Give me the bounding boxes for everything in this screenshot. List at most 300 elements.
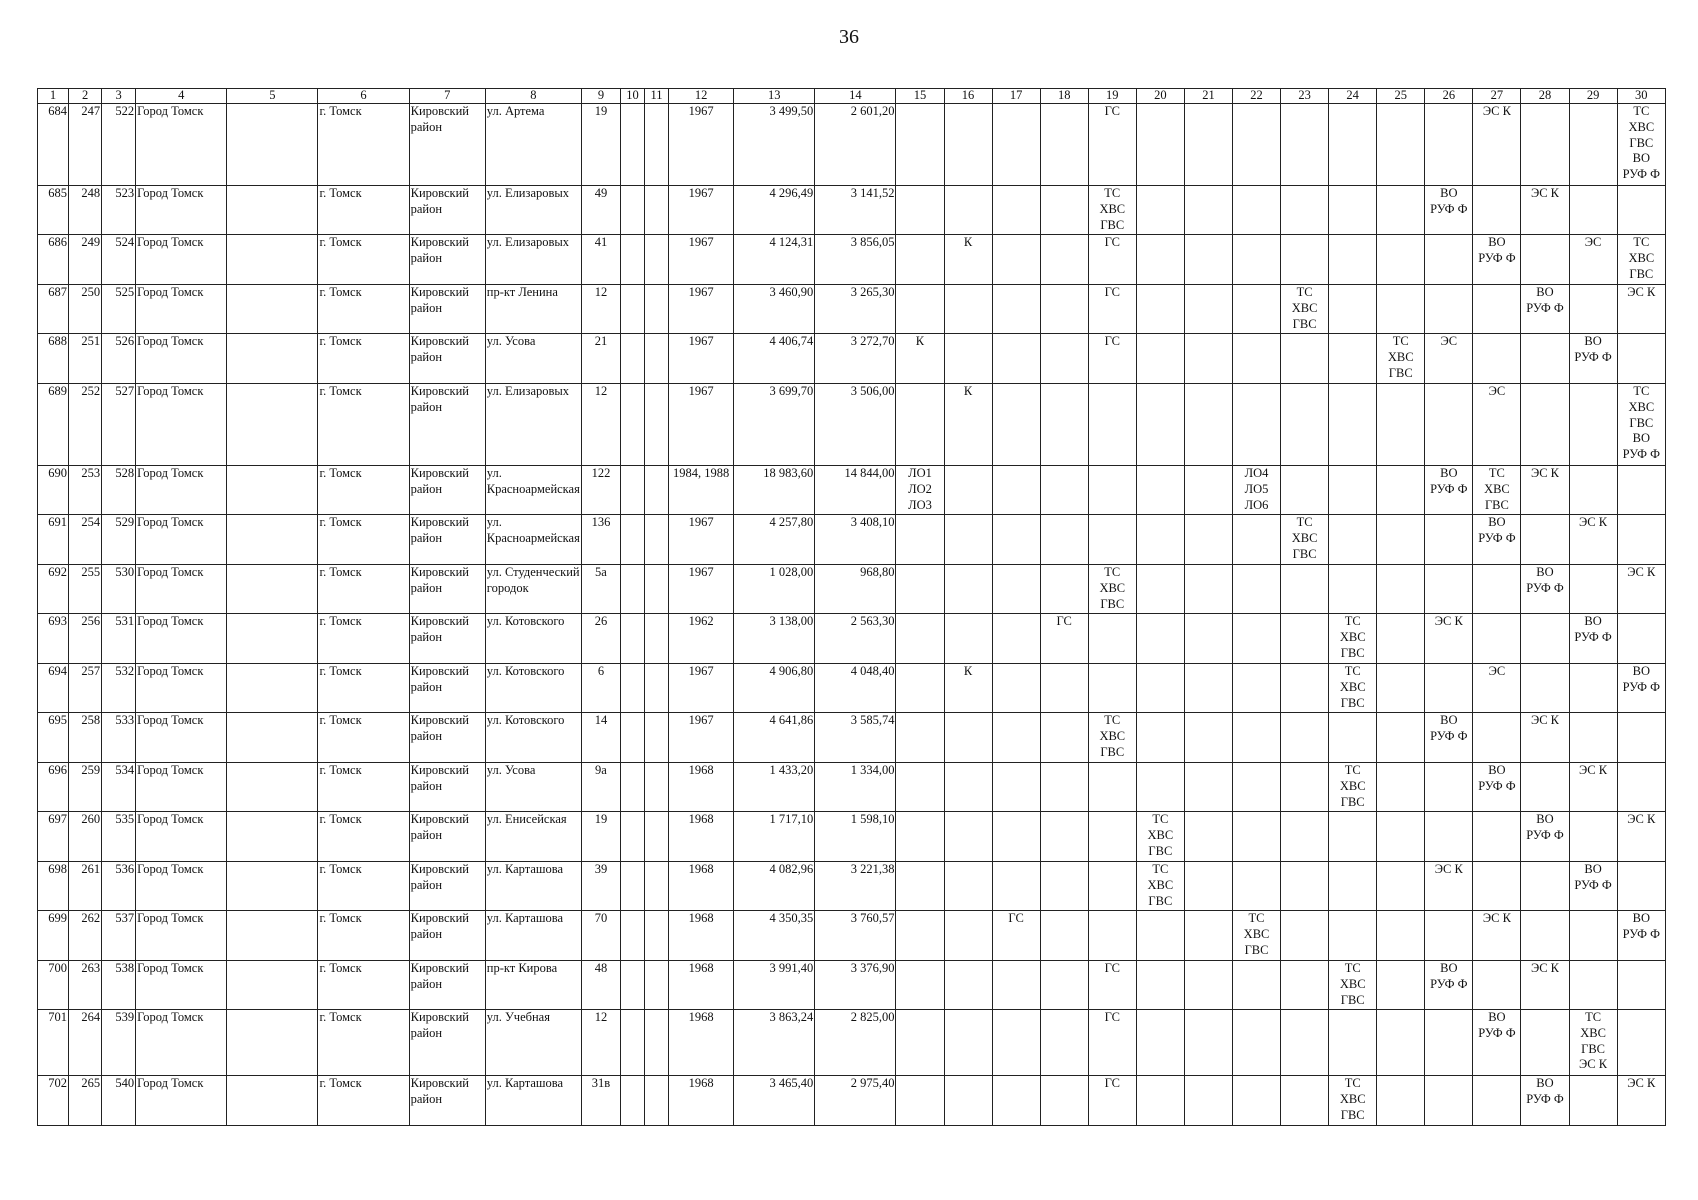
- cell-col-11: [645, 862, 669, 911]
- cell-col-6: г. Томск: [318, 614, 409, 664]
- cell-col-12: 1968: [669, 862, 734, 911]
- cell-col-17: [992, 384, 1040, 466]
- column-header-22: 22: [1232, 89, 1280, 104]
- cell-col-28: [1521, 1010, 1569, 1076]
- cell-col-4: Город Томск: [136, 1010, 227, 1076]
- cell-col-15: ЛО1 ЛО2 ЛО3: [896, 466, 944, 515]
- cell-col-9: 31в: [581, 1076, 620, 1126]
- cell-col-19: ГС: [1088, 334, 1136, 384]
- cell-col-6: г. Томск: [318, 812, 409, 862]
- cell-col-13: 4 906,80: [734, 664, 815, 713]
- cell-col-18: [1040, 1010, 1088, 1076]
- cell-col-12: 1968: [669, 1010, 734, 1076]
- cell-col-4: Город Томск: [136, 235, 227, 285]
- cell-col-11: [645, 515, 669, 565]
- cell-col-30: [1617, 614, 1665, 664]
- cell-col-6: г. Томск: [318, 911, 409, 961]
- cell-col-17: [992, 862, 1040, 911]
- cell-col-4: Город Томск: [136, 466, 227, 515]
- cell-col-28: [1521, 384, 1569, 466]
- cell-col-13: 4 406,74: [734, 334, 815, 384]
- cell-col-10: [620, 664, 644, 713]
- column-header-27: 27: [1473, 89, 1521, 104]
- cell-col-12: 1968: [669, 763, 734, 812]
- cell-col-24: [1329, 565, 1377, 614]
- table-row: [38, 384, 1666, 466]
- cell-col-23: [1281, 384, 1329, 466]
- cell-col-8: ул. Котовского: [485, 614, 581, 664]
- cell-col-13: 4 124,31: [734, 235, 815, 285]
- cell-col-26: [1425, 1010, 1473, 1076]
- cell-col-23: [1281, 565, 1329, 614]
- cell-col-23: [1281, 104, 1329, 186]
- cell-col-12: 1968: [669, 961, 734, 1010]
- cell-col-9: 26: [581, 614, 620, 664]
- cell-col-5: [227, 1076, 318, 1126]
- cell-col-19: [1088, 384, 1136, 466]
- cell-col-11: [645, 285, 669, 334]
- cell-col-9: 136: [581, 515, 620, 565]
- cell-col-27: ЭС: [1473, 664, 1521, 713]
- cell-col-16: К: [944, 235, 992, 285]
- cell-col-10: [620, 961, 644, 1010]
- cell-col-23: ТС ХВС ГВС: [1281, 515, 1329, 565]
- cell-col-27: ЭС К: [1473, 104, 1521, 186]
- cell-col-15: [896, 565, 944, 614]
- cell-col-8: ул. Елизаровых: [485, 186, 581, 235]
- column-header-16: 16: [944, 89, 992, 104]
- cell-col-28: [1521, 235, 1569, 285]
- table-row: [38, 812, 1666, 862]
- cell-col-15: [896, 862, 944, 911]
- cell-col-1: 697: [38, 812, 69, 862]
- cell-col-17: [992, 186, 1040, 235]
- cell-col-8: ул. Енисейская: [485, 812, 581, 862]
- cell-col-7: Кировский район: [409, 466, 485, 515]
- cell-col-3: 531: [102, 614, 136, 664]
- cell-col-18: [1040, 515, 1088, 565]
- column-header-19: 19: [1088, 89, 1136, 104]
- cell-col-26: [1425, 235, 1473, 285]
- column-header-28: 28: [1521, 89, 1569, 104]
- cell-col-4: Город Томск: [136, 862, 227, 911]
- cell-col-14: 968,80: [815, 565, 896, 614]
- cell-col-15: [896, 812, 944, 862]
- cell-col-26: ЭС: [1425, 334, 1473, 384]
- cell-col-11: [645, 1076, 669, 1126]
- cell-col-24: ТС ХВС ГВС: [1329, 763, 1377, 812]
- cell-col-6: г. Томск: [318, 104, 409, 186]
- cell-col-24: [1329, 186, 1377, 235]
- cell-col-13: 4 350,35: [734, 911, 815, 961]
- cell-col-21: [1184, 1076, 1232, 1126]
- cell-col-23: [1281, 614, 1329, 664]
- cell-col-19: [1088, 664, 1136, 713]
- cell-col-12: 1967: [669, 565, 734, 614]
- cell-col-9: 12: [581, 384, 620, 466]
- cell-col-11: [645, 565, 669, 614]
- cell-col-24: ТС ХВС ГВС: [1329, 961, 1377, 1010]
- cell-col-12: 1968: [669, 812, 734, 862]
- table-row: [38, 565, 1666, 614]
- cell-col-10: [620, 104, 644, 186]
- cell-col-3: 532: [102, 664, 136, 713]
- cell-col-1: 690: [38, 466, 69, 515]
- cell-col-6: г. Томск: [318, 713, 409, 763]
- cell-col-21: [1184, 565, 1232, 614]
- cell-col-9: 9а: [581, 763, 620, 812]
- cell-col-18: ГС: [1040, 614, 1088, 664]
- cell-col-27: [1473, 334, 1521, 384]
- cell-col-29: ЭС: [1569, 235, 1617, 285]
- cell-col-7: Кировский район: [409, 763, 485, 812]
- cell-col-21: [1184, 664, 1232, 713]
- cell-col-23: [1281, 235, 1329, 285]
- cell-col-26: [1425, 664, 1473, 713]
- cell-col-18: [1040, 384, 1088, 466]
- cell-col-22: [1232, 763, 1280, 812]
- cell-col-2: 263: [69, 961, 102, 1010]
- cell-col-20: [1136, 565, 1184, 614]
- cell-col-25: [1377, 466, 1425, 515]
- cell-col-19: ГС: [1088, 1010, 1136, 1076]
- cell-col-16: [944, 104, 992, 186]
- cell-col-8: ул. Карташова: [485, 911, 581, 961]
- cell-col-2: 252: [69, 384, 102, 466]
- cell-col-25: [1377, 1010, 1425, 1076]
- cell-col-13: 3 460,90: [734, 285, 815, 334]
- column-header-3: 3: [102, 89, 136, 104]
- cell-col-19: ГС: [1088, 285, 1136, 334]
- cell-col-19: [1088, 763, 1136, 812]
- table-row: [38, 235, 1666, 285]
- cell-col-14: 3 585,74: [815, 713, 896, 763]
- table-row: [38, 1076, 1666, 1126]
- cell-col-4: Город Томск: [136, 384, 227, 466]
- cell-col-3: 539: [102, 1010, 136, 1076]
- column-header-4: 4: [136, 89, 227, 104]
- cell-col-16: [944, 812, 992, 862]
- cell-col-17: [992, 664, 1040, 713]
- cell-col-3: 534: [102, 763, 136, 812]
- cell-col-4: Город Томск: [136, 515, 227, 565]
- cell-col-5: [227, 713, 318, 763]
- column-header-7: 7: [409, 89, 485, 104]
- cell-col-30: [1617, 1010, 1665, 1076]
- cell-col-16: [944, 862, 992, 911]
- table-body: [38, 104, 1666, 1126]
- cell-col-29: [1569, 961, 1617, 1010]
- cell-col-5: [227, 285, 318, 334]
- cell-col-28: [1521, 763, 1569, 812]
- cell-col-10: [620, 384, 644, 466]
- cell-col-4: Город Томск: [136, 104, 227, 186]
- cell-col-5: [227, 961, 318, 1010]
- table-row: [38, 186, 1666, 235]
- cell-col-3: 525: [102, 285, 136, 334]
- cell-col-1: 693: [38, 614, 69, 664]
- cell-col-14: 3 856,05: [815, 235, 896, 285]
- cell-col-8: ул. Елизаровых: [485, 384, 581, 466]
- column-header-8: 8: [485, 89, 581, 104]
- cell-col-19: ГС: [1088, 961, 1136, 1010]
- cell-col-6: г. Томск: [318, 334, 409, 384]
- column-number-row: [38, 89, 1666, 104]
- cell-col-22: [1232, 862, 1280, 911]
- table-row: [38, 763, 1666, 812]
- cell-col-30: ТС ХВС ГВС ВО РУФ Ф: [1617, 104, 1665, 186]
- cell-col-3: 528: [102, 466, 136, 515]
- cell-col-15: [896, 713, 944, 763]
- cell-col-15: [896, 614, 944, 664]
- cell-col-10: [620, 763, 644, 812]
- cell-col-12: 1967: [669, 235, 734, 285]
- cell-col-16: [944, 334, 992, 384]
- cell-col-8: ул. Усова: [485, 334, 581, 384]
- cell-col-30: [1617, 862, 1665, 911]
- cell-col-20: [1136, 1010, 1184, 1076]
- cell-col-10: [620, 1010, 644, 1076]
- page-number: 36: [839, 26, 859, 48]
- cell-col-1: 696: [38, 763, 69, 812]
- cell-col-7: Кировский район: [409, 614, 485, 664]
- cell-col-28: [1521, 911, 1569, 961]
- cell-col-9: 19: [581, 812, 620, 862]
- column-header-17: 17: [992, 89, 1040, 104]
- cell-col-20: [1136, 664, 1184, 713]
- column-header-25: 25: [1377, 89, 1425, 104]
- cell-col-15: [896, 763, 944, 812]
- cell-col-14: 2 601,20: [815, 104, 896, 186]
- cell-col-21: [1184, 384, 1232, 466]
- cell-col-5: [227, 384, 318, 466]
- cell-col-17: [992, 1010, 1040, 1076]
- cell-col-4: Город Томск: [136, 285, 227, 334]
- cell-col-17: ГС: [992, 911, 1040, 961]
- cell-col-17: [992, 515, 1040, 565]
- cell-col-25: [1377, 515, 1425, 565]
- cell-col-22: [1232, 334, 1280, 384]
- cell-col-19: [1088, 911, 1136, 961]
- cell-col-3: 527: [102, 384, 136, 466]
- cell-col-4: Город Томск: [136, 334, 227, 384]
- cell-col-13: 3 138,00: [734, 614, 815, 664]
- cell-col-20: [1136, 614, 1184, 664]
- column-header-10: 10: [620, 89, 644, 104]
- cell-col-27: [1473, 1076, 1521, 1126]
- cell-col-8: ул. Карташова: [485, 1076, 581, 1126]
- cell-col-20: [1136, 466, 1184, 515]
- cell-col-26: [1425, 812, 1473, 862]
- column-header-26: 26: [1425, 89, 1473, 104]
- cell-col-12: 1968: [669, 911, 734, 961]
- cell-col-22: [1232, 515, 1280, 565]
- cell-col-1: 699: [38, 911, 69, 961]
- cell-col-23: [1281, 466, 1329, 515]
- cell-col-5: [227, 862, 318, 911]
- cell-col-26: ВО РУФ Ф: [1425, 961, 1473, 1010]
- cell-col-8: ул. Студенческий городок: [485, 565, 581, 614]
- cell-col-3: 538: [102, 961, 136, 1010]
- cell-col-10: [620, 862, 644, 911]
- cell-col-10: [620, 186, 644, 235]
- cell-col-22: [1232, 664, 1280, 713]
- cell-col-2: 253: [69, 466, 102, 515]
- cell-col-4: Город Томск: [136, 812, 227, 862]
- cell-col-3: 533: [102, 713, 136, 763]
- cell-col-25: [1377, 285, 1425, 334]
- cell-col-5: [227, 664, 318, 713]
- cell-col-16: [944, 1010, 992, 1076]
- cell-col-2: 250: [69, 285, 102, 334]
- cell-col-8: ул. Елизаровых: [485, 235, 581, 285]
- cell-col-22: [1232, 104, 1280, 186]
- cell-col-24: [1329, 1010, 1377, 1076]
- cell-col-28: [1521, 862, 1569, 911]
- cell-col-16: [944, 763, 992, 812]
- cell-col-8: ул. Усова: [485, 763, 581, 812]
- cell-col-14: 3 221,38: [815, 862, 896, 911]
- cell-col-6: г. Томск: [318, 384, 409, 466]
- cell-col-27: ВО РУФ Ф: [1473, 1010, 1521, 1076]
- cell-col-2: 247: [69, 104, 102, 186]
- cell-col-19: ТС ХВС ГВС: [1088, 565, 1136, 614]
- cell-col-15: [896, 961, 944, 1010]
- cell-col-1: 684: [38, 104, 69, 186]
- cell-col-27: ВО РУФ Ф: [1473, 515, 1521, 565]
- cell-col-14: 3 506,00: [815, 384, 896, 466]
- cell-col-5: [227, 614, 318, 664]
- cell-col-27: ЭС К: [1473, 911, 1521, 961]
- cell-col-23: ТС ХВС ГВС: [1281, 285, 1329, 334]
- cell-col-4: Город Томск: [136, 911, 227, 961]
- cell-col-21: [1184, 812, 1232, 862]
- cell-col-13: 3 499,50: [734, 104, 815, 186]
- cell-col-22: ТС ХВС ГВС: [1232, 911, 1280, 961]
- cell-col-12: 1968: [669, 1076, 734, 1126]
- cell-col-7: Кировский район: [409, 664, 485, 713]
- cell-col-1: 689: [38, 384, 69, 466]
- cell-col-8: ул. Красноармейская: [485, 515, 581, 565]
- cell-col-10: [620, 614, 644, 664]
- cell-col-15: [896, 186, 944, 235]
- cell-col-11: [645, 664, 669, 713]
- cell-col-20: [1136, 334, 1184, 384]
- cell-col-3: 536: [102, 862, 136, 911]
- cell-col-18: [1040, 664, 1088, 713]
- cell-col-14: 3 141,52: [815, 186, 896, 235]
- cell-col-30: [1617, 713, 1665, 763]
- cell-col-19: ГС: [1088, 1076, 1136, 1126]
- cell-col-25: [1377, 763, 1425, 812]
- cell-col-22: [1232, 614, 1280, 664]
- cell-col-20: [1136, 1076, 1184, 1126]
- cell-col-30: [1617, 515, 1665, 565]
- cell-col-6: г. Томск: [318, 565, 409, 614]
- cell-col-3: 530: [102, 565, 136, 614]
- column-header-5: 5: [227, 89, 318, 104]
- cell-col-2: 256: [69, 614, 102, 664]
- cell-col-21: [1184, 862, 1232, 911]
- cell-col-8: пр-кт Ленина: [485, 285, 581, 334]
- cell-col-23: [1281, 862, 1329, 911]
- cell-col-3: 537: [102, 911, 136, 961]
- cell-col-25: [1377, 186, 1425, 235]
- cell-col-29: [1569, 104, 1617, 186]
- column-header-1: 1: [38, 89, 69, 104]
- cell-col-9: 70: [581, 911, 620, 961]
- cell-col-26: ВО РУФ Ф: [1425, 186, 1473, 235]
- cell-col-12: 1967: [669, 104, 734, 186]
- cell-col-7: Кировский район: [409, 812, 485, 862]
- cell-col-16: [944, 515, 992, 565]
- cell-col-15: [896, 285, 944, 334]
- table-row: [38, 614, 1666, 664]
- cell-col-9: 19: [581, 104, 620, 186]
- cell-col-24: ТС ХВС ГВС: [1329, 664, 1377, 713]
- cell-col-30: [1617, 334, 1665, 384]
- column-header-11: 11: [645, 89, 669, 104]
- cell-col-29: [1569, 911, 1617, 961]
- cell-col-18: [1040, 466, 1088, 515]
- cell-col-26: ВО РУФ Ф: [1425, 466, 1473, 515]
- cell-col-22: ЛО4 ЛО5 ЛО6: [1232, 466, 1280, 515]
- cell-col-15: К: [896, 334, 944, 384]
- cell-col-23: [1281, 763, 1329, 812]
- cell-col-25: ТС ХВС ГВС: [1377, 334, 1425, 384]
- table-row: [38, 515, 1666, 565]
- cell-col-30: ТС ХВС ГВС ВО РУФ Ф: [1617, 384, 1665, 466]
- cell-col-29: [1569, 812, 1617, 862]
- cell-col-30: ЭС К: [1617, 565, 1665, 614]
- cell-col-27: [1473, 862, 1521, 911]
- cell-col-21: [1184, 1010, 1232, 1076]
- cell-col-27: [1473, 961, 1521, 1010]
- column-header-29: 29: [1569, 89, 1617, 104]
- cell-col-17: [992, 104, 1040, 186]
- cell-col-30: [1617, 466, 1665, 515]
- cell-col-2: 248: [69, 186, 102, 235]
- cell-col-7: Кировский район: [409, 515, 485, 565]
- cell-col-5: [227, 812, 318, 862]
- cell-col-20: [1136, 763, 1184, 812]
- cell-col-26: ЭС К: [1425, 862, 1473, 911]
- cell-col-21: [1184, 285, 1232, 334]
- cell-col-24: [1329, 812, 1377, 862]
- cell-col-14: 1 598,10: [815, 812, 896, 862]
- cell-col-16: [944, 565, 992, 614]
- cell-col-9: 122: [581, 466, 620, 515]
- cell-col-3: 535: [102, 812, 136, 862]
- cell-col-16: [944, 285, 992, 334]
- cell-col-16: [944, 961, 992, 1010]
- cell-col-21: [1184, 186, 1232, 235]
- cell-col-27: ВО РУФ Ф: [1473, 235, 1521, 285]
- cell-col-23: [1281, 812, 1329, 862]
- cell-col-27: [1473, 812, 1521, 862]
- cell-col-26: [1425, 565, 1473, 614]
- cell-col-27: [1473, 614, 1521, 664]
- cell-col-1: 694: [38, 664, 69, 713]
- cell-col-14: 3 265,30: [815, 285, 896, 334]
- cell-col-4: Город Томск: [136, 565, 227, 614]
- cell-col-5: [227, 763, 318, 812]
- cell-col-20: [1136, 713, 1184, 763]
- cell-col-26: [1425, 285, 1473, 334]
- cell-col-25: [1377, 961, 1425, 1010]
- cell-col-2: 254: [69, 515, 102, 565]
- cell-col-20: [1136, 911, 1184, 961]
